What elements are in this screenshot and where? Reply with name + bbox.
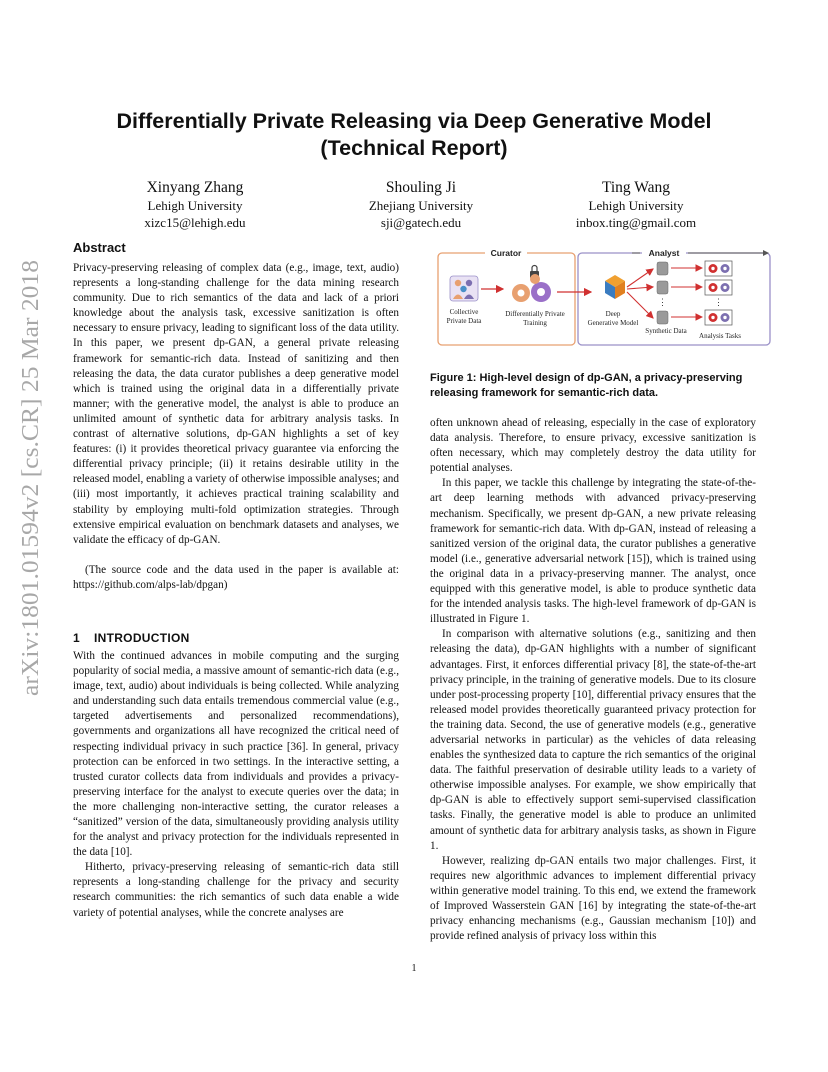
title-line-1: Differentially Private Releasing via Deep Generative Model — [116, 109, 712, 133]
training-label-2: Training — [523, 319, 547, 327]
section-heading-introduction — [73, 631, 399, 645]
arxiv-stamp — [12, 258, 46, 698]
abstract-text: Privacy-preserving releasing of complex data (e.g., image, text, audio) represents a long-standing challenge for the data mining research community. Due to rich semantics of the data and lack of a priori knowledge about the analysis task, excessive sanitization is often necessary to ensure privacy, leading to significant loss of the data utility. In this paper, we present dp-GAN, a general private releasing framework for semantic-rich data. Instead of sanitizing and then releasing the data, the data curator publishes a deep generative model which is trained using the original data in a differentially private manner; with the generative model, the analyst is able to produce an unlimited amount of synthetic data for arbitrary analysis tasks. In contrast of alternative solutions, dp-GAN highlights a set of key features: (i) it provides theoretical privacy guarantee via enforcing the differential privacy principle; (ii) it retains desirable utility in the released model, enabling a variety of otherwise impossible analyses; and (iii) most importantly, it achieves practical training scalability and stability by employing multi-fold optimization strategies. Through extensive empirical evaluation on benchmark datasets and analyses, we validate the efficacy of dp-GAN. — [73, 262, 399, 546]
curator-label: Curator — [490, 248, 522, 258]
arxiv-stamp-text: arXiv:1801.01594v2 [cs.CR] 25 Mar 2018 — [18, 286, 44, 696]
right-paragraph-2: In this paper, we tackle this challenge by integrating the state-of-the-art deep learning methods with advanced privacy-preserving mechanism. Specifically, we present dp-GAN, a new private releasing framework for semantic-rich data. With dp-GAN, instead of releasing a sanitized version of the original data, the curator publishes a generative model (i.e., generative adversarial network [15]), which is trained using the original data in a privacy-preserving manner. The analyst, once equipped with this generative model, is able to produce synthetic data for the intended analysis tasks. The high-level framework of dp-GAN is illustrated in Figure 1. — [430, 477, 756, 626]
analyst-label: Analyst — [648, 248, 680, 258]
analysis-tasks-label: Analysis Tasks — [699, 332, 741, 340]
svg-text:⋮: ⋮ — [658, 297, 667, 307]
author-email: sji@gatech.edu — [380, 215, 462, 230]
abstract-heading: Abstract — [73, 240, 126, 255]
figure-1-diagram — [437, 244, 773, 354]
author-affiliation: Lehigh University — [588, 198, 684, 213]
left-column — [73, 240, 399, 921]
author-block-1 — [80, 178, 310, 231]
section-title: INTRODUCTION — [93, 630, 190, 645]
source-code-note: (The source code and the data used in the paper is available at: https://github.com/alps-lab/dpgan) — [73, 563, 399, 591]
author-affiliation: Lehigh University — [147, 198, 243, 213]
right-paragraph-1: often unknown ahead of releasing, especially in the case of exploratory data analysis. Therefore, to ensure privacy, excessive sanitization is often necessary, which may completely destroy the data utility for potential analyses. — [430, 417, 756, 475]
author-block-3 — [521, 178, 751, 231]
people-icon — [450, 276, 478, 301]
analysis-gear-icon — [705, 261, 732, 325]
right-paragraph-4: However, realizing dp-GAN entails two major challenges. First, it requires new algorithmic advances to implement differential privacy within generative model training. To this end, we extend the framework of Improved Wasserstein GAN [16] by integrating the state-of-the-art privacy enhancing mechanisms (e.g., Gaussian mechanism [10]) and provide refined analysis of privacy loss within this — [430, 854, 756, 943]
section-number: 1 — [73, 630, 80, 645]
author-name: Ting Wang — [601, 179, 671, 196]
synthetic-data-label: Synthetic Data — [645, 327, 687, 335]
figure-1-caption-block — [430, 371, 756, 401]
svg-text:⋮: ⋮ — [714, 297, 723, 307]
figure-caption: Figure 1: High-level design of dp-GAN, a privacy-preserving releasing framework for semantic-rich data. — [430, 372, 743, 399]
intro-paragraph-2: Hitherto, privacy-preserving releasing of semantic-rich data still represents a long-standing challenge for the privacy and security research communities: the rich semantics of such data enable a wide variety of potential analyses, while the concrete analyses are — [73, 861, 399, 919]
right-paragraph-3: In comparison with alternative solutions (e.g., sanitizing and then releasing the data), dp-GAN highlights with a number of significant advantages. First, it enforces differential privacy [8], the state-of-the-art privacy principle, in the training of generative models. Due to its closure under post-processing property [10], differential privacy ensures that the released model provides theoretically guaranteed privacy protection for the training data. Second, the use of generative models (e.g., generative adversarial networks in particular) as the vehicles of data releasing enables the synthesized data to capture the rich semantics of the original data. The faithful preservation of desirable utility leads to a variety of otherwise impossible analyses. For example, we show empirically that dp-GAN is able to effectively support semi-supervised classification tasks. Finally, the generative model is able to produce an unlimited amount of synthetic data for arbitrary analysis tasks, as shown in Figure 1. — [430, 628, 756, 852]
author-name: Xinyang Zhang — [146, 179, 244, 196]
collective-label-1: Collective — [449, 308, 479, 316]
author-email: xizc15@lehigh.edu — [144, 215, 246, 230]
author-name: Shouling Ji — [385, 179, 457, 196]
author-email: inbox.ting@gmail.com — [575, 215, 697, 230]
model-label-1: Deep — [605, 310, 621, 318]
right-column — [430, 416, 756, 944]
training-label-1: Differentially Private — [505, 310, 565, 318]
author-affiliation: Zhejiang University — [368, 198, 474, 213]
page-number: 1 — [411, 963, 417, 974]
database-icon — [657, 262, 668, 324]
model-label-2: Generative Model — [587, 319, 639, 327]
author-block-2 — [306, 178, 536, 231]
intro-paragraph-1: With the continued advances in mobile computing and the surging popularity of social media, a massive amount of semantic-rich data (e.g., image, text, audio) about individuals is being collected. While analyzing and understanding such data entails tremendous commercial value (e.g., targeted advertisements and personalized recommendations), governments and organizations all have recognized the critical need of respecting individual privacy in such practice [36]. In general, privacy protection can be enforced in two settings. In the interactive setting, a trusted curator collects data from individuals and provides a privacy-preserving interface for the analyst to execute queries over the data; in the more challenging non-interactive setting, the curator releases a “sanitized” version of the data, simultaneously providing analysis utility for the analyst and privacy protection for the individuals represented in the data [10]. — [73, 649, 399, 859]
title-line-2: (Technical Report) — [320, 136, 508, 160]
paper-title — [60, 108, 768, 162]
collective-label-2: Private Data — [446, 317, 482, 325]
